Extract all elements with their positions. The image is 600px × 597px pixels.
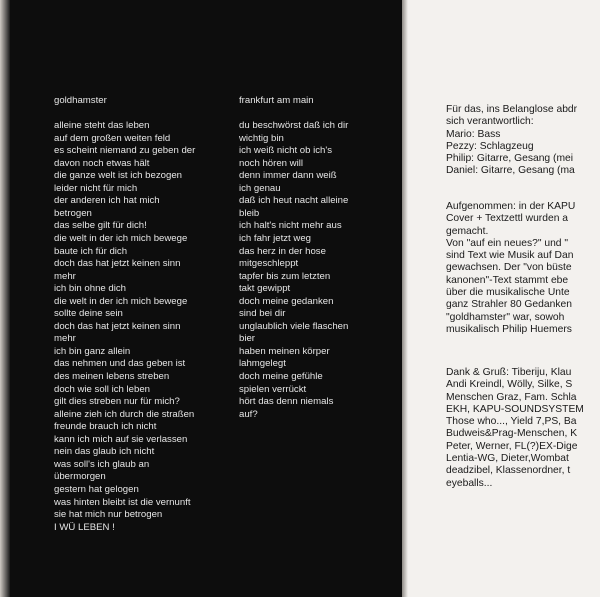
text-line: gilt dies streben nur für mich? (54, 396, 180, 408)
text-line: sollte deine sein (54, 308, 123, 320)
text-line: I WÜ LEBEN ! (54, 521, 115, 533)
text-line: über die musikalische Unte (446, 287, 570, 299)
text-line: gewachsen. Der "von büste (446, 262, 572, 274)
text-line: mehr (54, 270, 76, 282)
text-line: leider nicht für mich (54, 182, 138, 194)
text-line: was soll's ich glaub an (54, 458, 150, 470)
text-line: takt gewippt (239, 283, 291, 295)
text-line: auf? (239, 408, 258, 420)
text-line: noch hören will (239, 157, 303, 169)
text-line: musikalisch Philip Huemers (446, 323, 572, 335)
text-line: kanonen"-Text stammt ebe (446, 274, 569, 286)
text-line: kann ich mich auf sie verlassen (54, 433, 188, 445)
text-line: hört das denn niemals (239, 396, 334, 408)
text-line: mehr (54, 333, 76, 345)
text-line: Pezzy: Schlagzeug (446, 140, 534, 152)
text-line: Daniel: Gitarre, Gesang (ma (446, 165, 575, 177)
lyrics-lines (239, 120, 348, 421)
thanks-block (446, 367, 600, 490)
text-line: alleine zieh ich durch die straßen (54, 408, 195, 420)
band-members-block (446, 104, 600, 178)
text-line: bier (239, 333, 255, 345)
text-line: baute ich für dich (54, 245, 128, 257)
text-line: du beschwörst daß ich dir (239, 120, 349, 132)
text-line: Those who..., Yield 7,PS, Ba (446, 416, 577, 428)
text-line: Cover + Textzettl wurden a (446, 213, 569, 225)
text-line: "goldhamster" war, sowoh (446, 311, 565, 323)
lyrics-frankfurt-am-main (239, 95, 348, 421)
text-line: ganz Strahler 80 Gedanken (446, 299, 572, 311)
text-line: deadzibel, Klassenordner, t (446, 465, 571, 477)
text-line: die welt in der ich mich bewege (54, 295, 188, 307)
text-line: sie hat mich nur betrogen (54, 509, 163, 521)
text-line: Philip: Gitarre, Gesang (mei (446, 153, 574, 165)
text-line: doch meine gefühle (239, 371, 323, 383)
song-title: frankfurt am main (239, 95, 314, 106)
text-line: eyeballs... (446, 477, 493, 489)
text-line: Für das, ins Belanglose abdr (446, 104, 578, 115)
text-line: ich weiß nicht ob ich's (239, 145, 333, 157)
text-line: das herz in der hose (239, 245, 326, 257)
text-line: übermorgen (54, 471, 106, 483)
text-line: betrogen (54, 207, 92, 219)
text-line: ich bin ohne dich (54, 283, 127, 295)
text-line: ich fahr jetzt weg (239, 233, 311, 245)
text-line: doch das hat jetzt keinen sinn (54, 320, 181, 332)
text-line: spielen verrückt (239, 383, 307, 395)
text-line: davon noch etwas hält (54, 157, 150, 169)
text-line: nein das glaub ich nicht (54, 446, 155, 458)
text-line: tapfer bis zum letzten (239, 270, 331, 282)
text-line: gestern hat gelogen (54, 483, 139, 495)
text-line: wichtig bin (239, 132, 284, 144)
text-line: was hinten bleibt ist die vernunft (54, 496, 191, 508)
text-line: Mario: Bass (446, 128, 501, 140)
text-line: bleib (239, 207, 260, 219)
text-line: EKH, KAPU-SOUNDSYSTEM (446, 403, 584, 415)
text-line: lahmgelegt (239, 358, 286, 370)
text-line: ich halt's nicht mehr aus (239, 220, 342, 232)
text-line: der anderen ich hat mich (54, 195, 160, 207)
song-title: goldhamster (54, 95, 107, 106)
text-line: haben meinen körper (239, 345, 330, 357)
text-line: Andi Kreindl, Wölly, Silke, S (446, 379, 573, 391)
recording-notes-block (446, 201, 600, 336)
text-line: sind bei dir (239, 308, 286, 320)
text-line: daß ich heut nacht alleine (239, 195, 349, 207)
text-line: die welt in der ich mich bewege (54, 233, 188, 245)
text-line: doch wie soll ich leben (54, 383, 150, 395)
text-line: Menschen Graz, Fam. Schla (446, 391, 577, 403)
text-line: auf dem großen weiten feld (54, 132, 171, 144)
text-line: das nehmen und das geben ist (54, 358, 186, 370)
lyrics-lines (54, 120, 195, 534)
text-line: Lentia-WG, Dieter,Wombat (446, 453, 569, 465)
text-line: Von "auf ein neues?" und " (446, 237, 569, 249)
text-line: unglaublich viele flaschen (239, 320, 349, 332)
lyrics-goldhamster (54, 95, 195, 534)
text-line: sich verantwortlich: (446, 116, 534, 128)
text-line: es scheint niemand zu geben der (54, 145, 196, 157)
text-line: freunde brauch ich nicht (54, 421, 157, 433)
text-line: doch meine gedanken (239, 295, 334, 307)
text-line: doch das hat jetzt keinen sinn (54, 258, 181, 270)
text-line: Aufgenommen: in der KAPU (446, 201, 576, 212)
text-line: ich genau (239, 182, 281, 194)
text-line: Peter, Werner, FL(?)EX-Dige (446, 440, 578, 452)
text-line: das selbe gilt für dich! (54, 220, 147, 232)
text-line: Dank & Gruß: Tiberiju, Klau (446, 367, 572, 378)
text-line: die ganze welt ist ich bezogen (54, 170, 182, 182)
text-line: sind Text wie Musik auf Dan (446, 250, 574, 262)
text-line: mitgeschleppt (239, 258, 299, 270)
text-line: ich bin ganz allein (54, 345, 131, 357)
text-line: alleine steht das leben (54, 120, 150, 132)
text-line: Budweis&Prag-Menschen, K (446, 428, 578, 440)
text-line: des meinen lebens streben (54, 371, 170, 383)
text-line: denn immer dann weiß (239, 170, 337, 182)
text-line: gemacht. (446, 225, 489, 237)
